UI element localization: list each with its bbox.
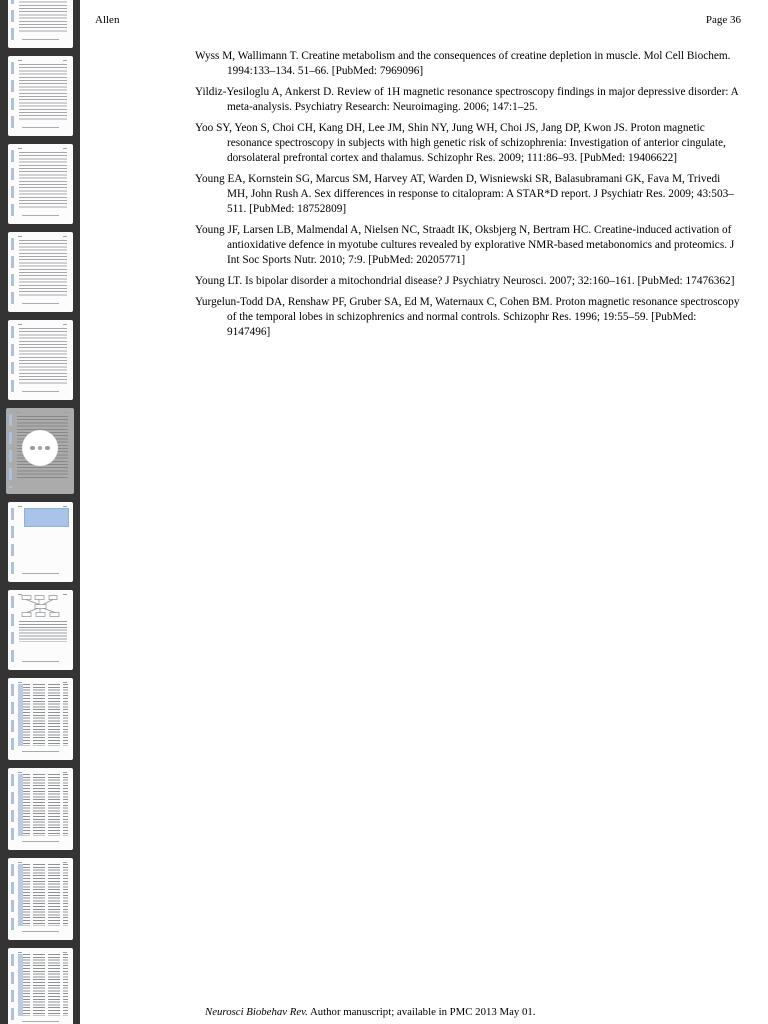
running-head [95, 14, 741, 27]
thumb-header-mark [18, 772, 22, 773]
thumb-header-mark [16, 412, 20, 413]
thumb-header-mark [63, 324, 67, 325]
thumb-table-header-band [18, 864, 23, 926]
thumb-header-mark [63, 862, 67, 863]
thumbnail-sidebar [0, 0, 80, 1024]
thumb-header-mark [18, 506, 22, 507]
thumb-header-mark [63, 772, 67, 773]
reference-entry: Young JF, Larsen LB, Malmendal A, Nielsen NC, Straadt IK, Oksbjerg N, Bertram HC. Creatine-induced activation of antioxidative defence in myotube cultures revealed by explorative NMR-based metabonomics and proteomics. J Int Soc Sports Nutr. 2010; 7:9. [PubMed: 20205771] [195, 224, 735, 266]
page-thumbnail[interactable] [8, 948, 73, 1024]
page-thumbnail[interactable] [8, 768, 73, 850]
reference-entry: Wyss M, Wallimann T. Creatine metabolism and the consequences of creatine depletion in muscle. Mol Cell Biochem. 1994:133–134. 51–66. [PubMed: 7969096] [195, 50, 731, 77]
running-head-author: Allen [95, 14, 120, 26]
manuscript-watermark-stripe [11, 326, 14, 394]
thumb-table-grid [18, 864, 68, 926]
loading-ellipsis-icon [22, 430, 58, 466]
thumb-header-mark [18, 148, 22, 149]
thumb-text-lines [19, 0, 67, 32]
thumb-table-header-band [18, 954, 23, 1016]
thumb-table-header-band [18, 684, 23, 746]
thumb-header-mark [63, 506, 67, 507]
page-thumbnail[interactable] [8, 232, 73, 312]
page-thumbnail[interactable] [8, 56, 73, 136]
thumb-footer-line [22, 931, 59, 932]
thumb-header-mark [18, 682, 22, 683]
thumb-footer-line [22, 1021, 59, 1022]
page-thumbnail[interactable] [8, 678, 73, 760]
manuscript-watermark-stripe [9, 414, 12, 488]
manuscript-watermark-stripe [11, 150, 14, 218]
journal-name: Neurosci Biobehav Rev. [205, 1006, 308, 1018]
manuscript-watermark-stripe [11, 774, 14, 844]
manuscript-watermark-stripe [11, 508, 14, 576]
thumb-footer-line [22, 303, 59, 304]
reference-entry: Young EA, Kornstein SG, Marcus SM, Harvey AT, Warden D, Wisniewski SR, Balasubramani GK, Fava M, Trivedi MH, John Rush A. Sex differences in response to citalopram: A STAR*D report. J Psychiatr Res. 2009; 43:503–511. [PubMed: 18752809] [195, 173, 734, 215]
reference-entry: Yurgelun-Todd DA, Renshaw PF, Gruber SA, Ed M, Waternaux C, Cohen BM. Proton magnetic resonance spectroscopy of the temporal lobes in schizophrenics and normal controls. Schizophr Res. 1996; 19:55–59. [PubMed: 9147496] [195, 296, 740, 338]
thumb-header-mark [63, 682, 67, 683]
reference-entry: Yildiz-Yesiloglu A, Ankerst D. Review of 1H magnetic resonance spectroscopy findings in major depressive disorder: A meta-analysis. Psychiatry Research: Neuroimaging. 2006; 147:1–25. [195, 86, 739, 113]
thumb-header-mark [18, 862, 22, 863]
manuscript-watermark-stripe [11, 954, 14, 1024]
thumb-footer-line [22, 215, 59, 216]
thumb-footer-line [22, 661, 59, 662]
thumb-text-lines [19, 240, 67, 296]
thumb-text-lines [19, 328, 67, 384]
journal-footer-text: Author manuscript; available in PMC 2013 May 01. [307, 1006, 536, 1018]
manuscript-watermark-stripe [11, 684, 14, 754]
thumb-header-mark [63, 148, 67, 149]
thumb-header-mark [64, 412, 68, 413]
manuscript-watermark-stripe [11, 0, 14, 42]
thumb-table-header-band [18, 774, 23, 836]
manuscript-watermark-stripe [11, 238, 14, 306]
thumb-table-grid [18, 954, 68, 1016]
thumb-table-grid [18, 684, 68, 746]
thumb-table-grid [18, 774, 68, 836]
thumb-footer-line [22, 573, 59, 574]
page-thumbnail[interactable] [8, 0, 73, 48]
manuscript-watermark-stripe [11, 864, 14, 934]
thumb-text-lines [19, 64, 67, 120]
page-thumbnail[interactable] [8, 858, 73, 940]
thumb-header-mark [63, 60, 67, 61]
thumb-footer-line [22, 391, 59, 392]
page-thumbnail[interactable] [8, 590, 73, 670]
page-thumbnail-selected[interactable] [6, 408, 74, 494]
thumb-footer-line [22, 841, 59, 842]
thumb-selected-text-highlight [24, 508, 69, 527]
thumb-caption-lines [19, 621, 67, 642]
document-page [80, 0, 768, 1024]
thumb-highlight-lines [28, 512, 65, 524]
references-list [195, 49, 741, 346]
journal-footer [205, 1006, 535, 1019]
page-thumbnail[interactable] [8, 320, 73, 400]
thumb-footer-line [22, 39, 59, 40]
thumb-header-mark [18, 324, 22, 325]
thumb-footer-line [20, 485, 60, 486]
thumb-header-mark [63, 236, 67, 237]
thumb-header-mark [18, 236, 22, 237]
thumb-figure-diagram [18, 595, 66, 618]
reference-entry: Yoo SY, Yeon S, Choi CH, Kang DH, Lee JM, Shin NY, Jung WH, Choi JS, Jang DP, Kwon JS. Proton magnetic resonance spectroscopy in subjects with high genetic risk of schizophrenia: Investigation of anterior cingulate, dorsolateral prefrontal cortex and thalamus. Schizophr Res. 2009; 111:86–93. [PubMed: 19406622] [195, 122, 726, 164]
manuscript-watermark-stripe [11, 596, 14, 664]
thumb-header-mark [63, 952, 67, 953]
thumb-footer-line [22, 127, 59, 128]
thumb-footer-line [22, 751, 59, 752]
thumb-header-mark [18, 952, 22, 953]
thumb-header-mark [18, 60, 22, 61]
manuscript-watermark-stripe [11, 62, 14, 130]
thumb-text-lines [19, 152, 67, 208]
page-thumbnail[interactable] [8, 144, 73, 224]
page-thumbnail[interactable] [8, 502, 73, 582]
running-head-page-number: Page 36 [705, 14, 741, 26]
reference-entry: Young LT. Is bipolar disorder a mitochondrial disease? J Psychiatry Neurosci. 2007; 32:160–161. [PubMed: 17476362] [195, 275, 735, 287]
